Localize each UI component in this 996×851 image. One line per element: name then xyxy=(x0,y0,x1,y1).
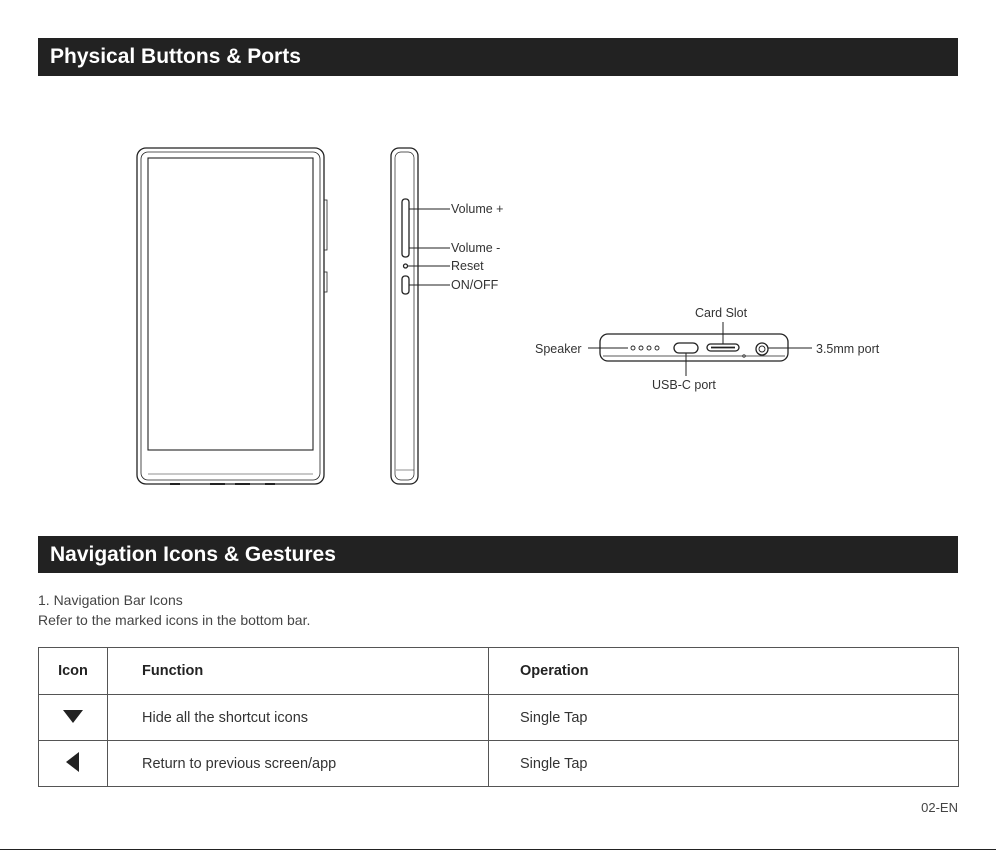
power-button xyxy=(402,276,409,294)
section-header-navigation xyxy=(38,536,958,573)
operation-cell: Single Tap xyxy=(489,741,959,787)
header-icon: Icon xyxy=(39,648,108,695)
triangle-left-icon xyxy=(64,751,82,773)
operation-cell: Single Tap xyxy=(489,695,959,741)
usbc-port-shape xyxy=(674,343,698,353)
label-power: ON/OFF xyxy=(451,278,499,292)
intro-text: Refer to the marked icons in the bottom bar. xyxy=(38,612,311,628)
device-front-illustration xyxy=(137,148,327,484)
label-speaker: Speaker xyxy=(535,342,582,356)
label-usbc-port: USB-C port xyxy=(652,378,716,392)
label-volume-up: Volume + xyxy=(451,202,504,216)
volume-buttons xyxy=(402,199,409,257)
table-row xyxy=(39,695,959,741)
icon-cell xyxy=(39,695,108,741)
page-number: 02-EN xyxy=(921,800,958,815)
section-title: Physical Buttons & Ports xyxy=(50,45,301,68)
label-card-slot: Card Slot xyxy=(695,306,748,320)
triangle-down-icon xyxy=(62,708,84,724)
headphone-jack-shape xyxy=(756,343,768,355)
bottom-rule xyxy=(0,849,996,850)
device-side-illustration xyxy=(391,148,418,484)
reset-hole xyxy=(404,264,408,268)
function-cell: Hide all the shortcut icons xyxy=(108,695,489,741)
header-function: Function xyxy=(108,648,489,695)
icon-cell xyxy=(39,741,108,787)
function-cell: Return to previous screen/app xyxy=(108,741,489,787)
header-operation: Operation xyxy=(489,648,959,695)
navigation-icons-table xyxy=(38,647,959,787)
label-volume-down: Volume - xyxy=(451,241,501,255)
table-row xyxy=(39,741,959,787)
intro-heading: 1. Navigation Bar Icons xyxy=(38,592,183,608)
section-title: Navigation Icons & Gestures xyxy=(50,543,336,566)
table-header-row xyxy=(39,648,959,695)
label-headphone-port: 3.5mm port xyxy=(816,342,880,356)
label-reset: Reset xyxy=(451,259,484,273)
device-bottom-illustration xyxy=(600,334,788,361)
